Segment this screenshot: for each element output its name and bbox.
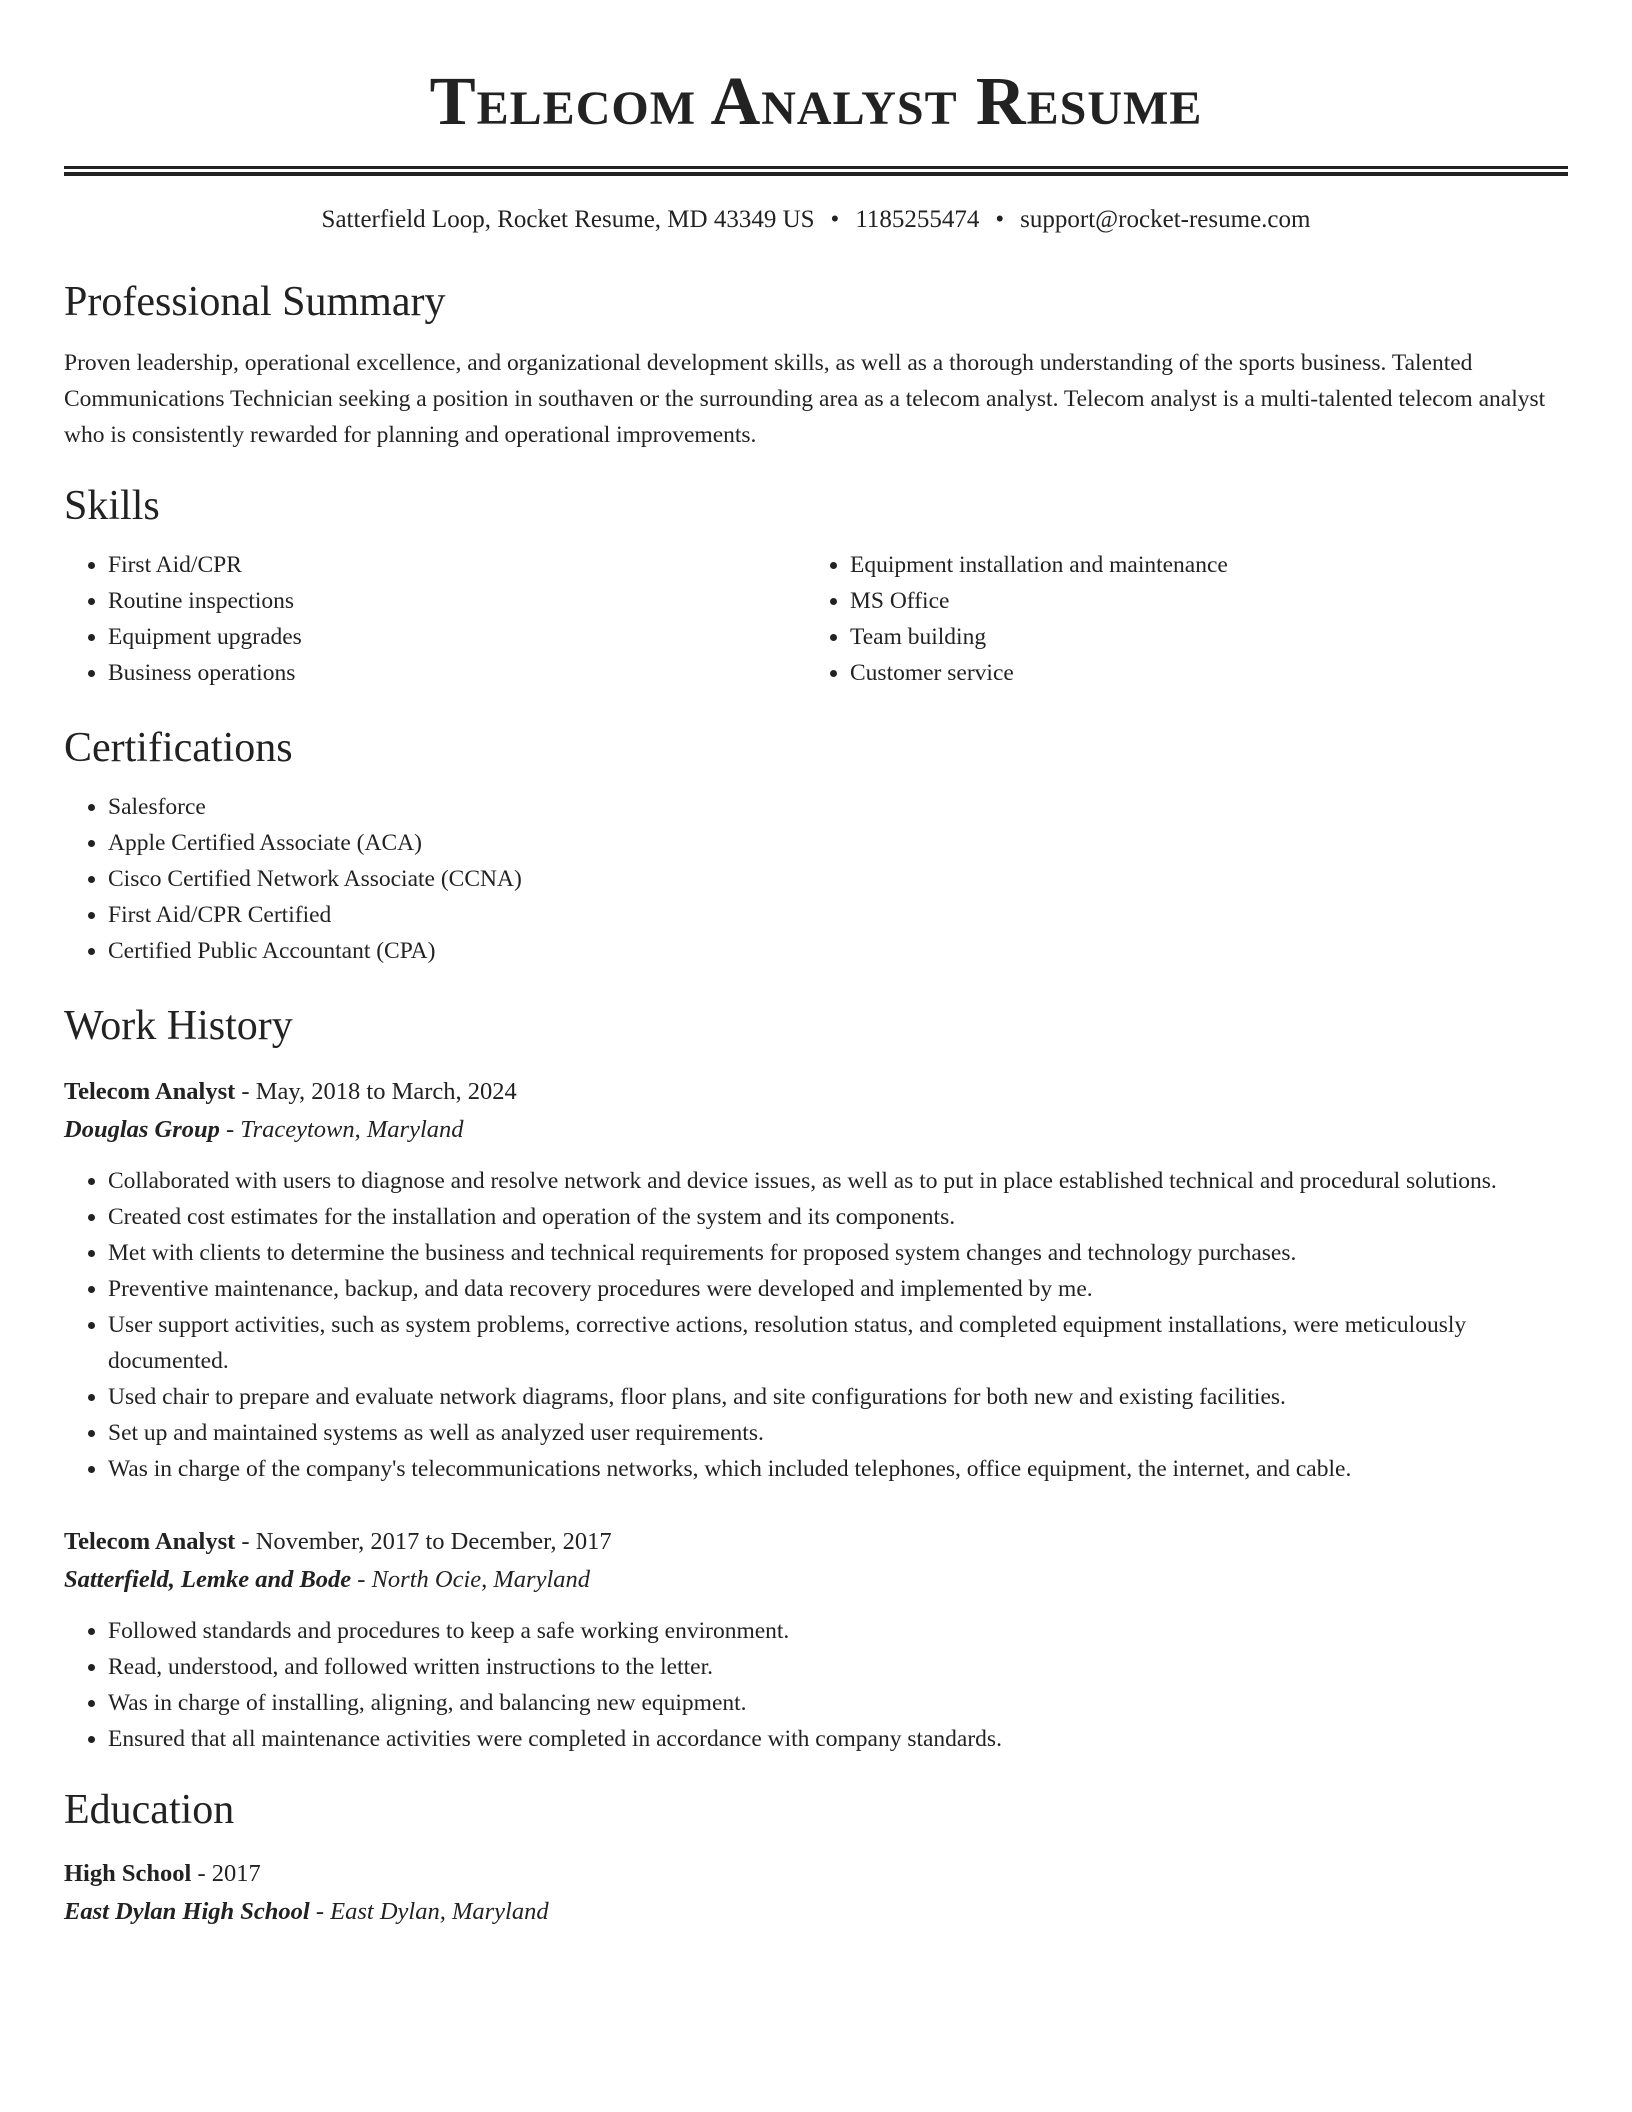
job-bullet: • Met with clients to determine the business and technical requirements for proposed system changes and technology purchases.	[108, 1235, 1568, 1271]
education-degree: High School	[64, 1860, 192, 1887]
certification-item: • Salesforce	[108, 789, 1568, 825]
job-bullet: • User support activities, such as system problems, corrective actions, resolution status, and completed equipment installations, were meticulously documented.	[108, 1307, 1568, 1379]
certification-item: • First Aid/CPR Certified	[108, 897, 1568, 933]
job-bullet: • Used chair to prepare and evaluate network diagrams, floor plans, and site configurations for both new and existing facilities.	[108, 1379, 1568, 1415]
summary-text: Proven leadership, operational excellence, and organizational development skills, as well as a thorough understanding of the sports business. Talented Communications Technician seeking a position in southaven or the surrounding area as a telecom analyst. Telecom analyst is a multi-talented telecom analyst who is consistently rewarded for planning and operational improvements.	[64, 350, 1546, 448]
job-bullet: • Followed standards and procedures to keep a safe working environment.	[108, 1613, 1568, 1649]
certification-item: • Apple Certified Associate (ACA)	[108, 825, 1568, 861]
education-location: - East Dylan, Maryland	[309, 1898, 549, 1925]
skills-grid	[64, 547, 1568, 691]
job-title-line	[64, 1523, 1568, 1561]
skill-item: • Team building	[850, 619, 1548, 655]
job-dates: - November, 2017 to December, 2017	[235, 1528, 612, 1555]
job-location: - Traceytown, Maryland	[219, 1116, 464, 1143]
education-school: East Dylan High School	[64, 1898, 310, 1925]
skill-item: • Equipment upgrades	[108, 619, 806, 655]
job-bullets	[64, 1613, 1568, 1757]
job-bullet: • Ensured that all maintenance activities were completed in accordance with company standards.	[108, 1721, 1568, 1757]
skills-heading: Skills	[64, 483, 160, 529]
skill-item: • MS Office	[850, 583, 1548, 619]
job-bullets	[64, 1163, 1568, 1487]
education-heading: Education	[64, 1787, 235, 1833]
job-bullet: • Set up and maintained systems as well as analyzed user requirements.	[108, 1415, 1568, 1451]
contact-line	[64, 205, 1568, 235]
skills-list-left	[64, 547, 806, 691]
education-degree-line	[64, 1855, 1568, 1893]
contact-address: Satterfield Loop, Rocket Resume, MD 43349 US	[321, 206, 815, 233]
contact-phone: 1185255474	[855, 206, 980, 233]
job-dates: - May, 2018 to March, 2024	[235, 1078, 517, 1105]
job-bullet: • Preventive maintenance, backup, and data recovery procedures were developed and implemented by me.	[108, 1271, 1568, 1307]
skill-item: • Customer service	[850, 655, 1548, 691]
job-entry	[64, 1523, 1568, 1757]
contact-separator: •	[995, 206, 1005, 233]
skill-item: • First Aid/CPR	[108, 547, 806, 583]
job-company: Satterfield, Lemke and Bode	[64, 1566, 352, 1593]
contact-separator: •	[830, 206, 840, 233]
job-location: - North Ocie, Maryland	[351, 1566, 591, 1593]
job-entry	[64, 1073, 1568, 1487]
certifications-list	[64, 789, 1568, 969]
education-school-line	[64, 1893, 1568, 1931]
skills-column-right	[806, 547, 1548, 691]
job-bullet: • Collaborated with users to diagnose and resolve network and device issues, as well as to put in place established technical and procedural solutions.	[108, 1163, 1568, 1199]
skill-item: • Equipment installation and maintenance	[850, 547, 1548, 583]
job-company: Douglas Group	[64, 1116, 220, 1143]
certification-item: • Cisco Certified Network Associate (CCNA)	[108, 861, 1568, 897]
certifications-heading: Certifications	[64, 725, 293, 771]
resume-title: Telecom Analyst Resume	[429, 63, 1203, 139]
job-company-line	[64, 1561, 1568, 1599]
summary-heading: Professional Summary	[64, 279, 446, 325]
contact-email: support@rocket-resume.com	[1020, 206, 1311, 233]
title-divider	[64, 166, 1568, 176]
job-title: Telecom Analyst	[64, 1528, 236, 1555]
skills-list-right	[806, 547, 1548, 691]
skill-item: • Routine inspections	[108, 583, 806, 619]
skill-item: • Business operations	[108, 655, 806, 691]
job-bullet: • Created cost estimates for the installation and operation of the system and its components.	[108, 1199, 1568, 1235]
job-bullet: • Read, understood, and followed written instructions to the letter.	[108, 1649, 1568, 1685]
work-history-heading: Work History	[64, 1003, 293, 1049]
job-bullet: • Was in charge of the company's telecommunications networks, which included telephones, office equipment, the internet, and cable.	[108, 1451, 1568, 1487]
education-year: - 2017	[191, 1860, 261, 1887]
job-title: Telecom Analyst	[64, 1078, 236, 1105]
skills-column-left	[64, 547, 806, 691]
job-bullet: • Was in charge of installing, aligning, and balancing new equipment.	[108, 1685, 1568, 1721]
job-company-line	[64, 1111, 1568, 1149]
certification-item: • Certified Public Accountant (CPA)	[108, 933, 1568, 969]
job-title-line	[64, 1073, 1568, 1111]
